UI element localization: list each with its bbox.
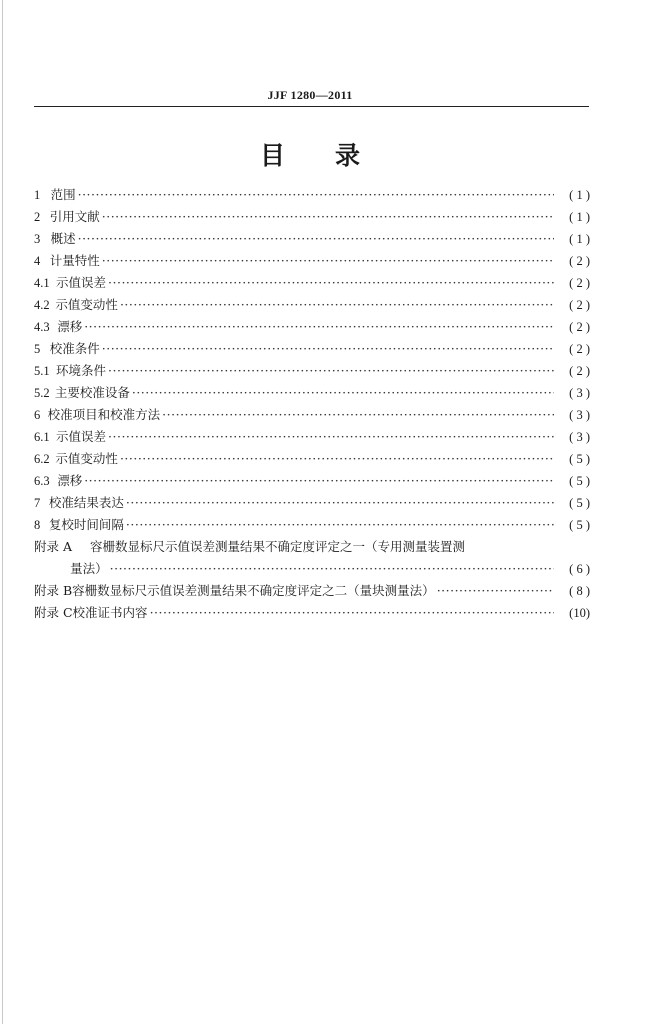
- toc-page: ( 2 ): [569, 320, 590, 334]
- toc-page: ( 2 ): [569, 254, 590, 268]
- toc-page: ( 1 ): [569, 188, 590, 202]
- toc-entry[interactable]: [34, 404, 590, 426]
- leader-dots: [102, 338, 554, 360]
- toc-number: 6: [34, 408, 41, 422]
- toc-label: 漂移: [57, 473, 83, 488]
- toc-number: 4: [34, 254, 41, 268]
- toc-number: 5: [34, 342, 41, 356]
- toc-page: ( 1 ): [569, 210, 590, 224]
- toc-label: 示值变动性: [55, 451, 118, 466]
- toc-page: ( 5 ): [569, 452, 590, 466]
- toc-number: 4.1: [34, 276, 50, 290]
- table-of-contents: [34, 184, 590, 624]
- toc-entry[interactable]: [34, 338, 590, 360]
- toc-page: ( 3 ): [569, 386, 590, 400]
- appendix-c-entry[interactable]: [34, 602, 590, 624]
- leader-dots: [84, 470, 554, 492]
- toc-page: ( 1 ): [569, 232, 590, 246]
- toc-label: 引用文献: [49, 209, 100, 224]
- toc-page: ( 5 ): [569, 518, 590, 532]
- toc-entry[interactable]: [34, 316, 590, 338]
- appendix-number: 附录 A: [34, 539, 73, 554]
- toc-label: 示值变动性: [55, 297, 118, 312]
- toc-number: 7: [34, 496, 41, 510]
- leader-dots: [78, 228, 554, 250]
- toc-number: 3: [34, 232, 41, 246]
- appendix-title: 容栅数显标尺示值误差测量结果不确定度评定之二（量块测量法）: [72, 583, 435, 598]
- toc-label: 复校时间间隔: [48, 517, 124, 532]
- toc-page: ( 2 ): [569, 342, 590, 356]
- toc-label: 示值误差: [56, 275, 107, 290]
- toc-number: 5.2: [34, 386, 50, 400]
- toc-label: 校准条件: [49, 341, 100, 356]
- leader-dots: [120, 294, 554, 316]
- leader-dots: [132, 382, 554, 404]
- toc-entry[interactable]: [34, 272, 590, 294]
- toc-label: 主要校准设备: [54, 385, 130, 400]
- leader-dots: [150, 602, 554, 624]
- leader-dots: [108, 272, 554, 294]
- toc-entry[interactable]: [34, 448, 590, 470]
- leader-dots: [102, 206, 554, 228]
- toc-entry[interactable]: [34, 360, 590, 382]
- toc-label: 校准结果表达: [48, 495, 124, 510]
- toc-entry[interactable]: [34, 470, 590, 492]
- leader-dots: [110, 558, 554, 580]
- toc-label: 示值误差: [56, 429, 107, 444]
- appendix-title-continued: 量法）: [70, 561, 108, 576]
- toc-title: 目录: [259, 141, 410, 170]
- toc-number: 8: [34, 518, 41, 532]
- toc-page: ( 3 ): [569, 430, 590, 444]
- leader-dots: [84, 316, 554, 338]
- toc-number: 4.2: [34, 298, 50, 312]
- toc-label: 概述: [50, 231, 76, 246]
- leader-dots: [102, 250, 554, 272]
- toc-entry[interactable]: [34, 514, 590, 536]
- toc-page: ( 5 ): [569, 474, 590, 488]
- toc-number: 4.3: [34, 320, 50, 334]
- toc-number: 2: [34, 210, 41, 224]
- leader-dots: [126, 492, 554, 514]
- appendix-b-entry[interactable]: [34, 580, 590, 602]
- leader-dots: [162, 404, 554, 426]
- toc-page: (10): [569, 606, 590, 620]
- toc-page: ( 3 ): [569, 408, 590, 422]
- appendix-title: 校准证书内容: [72, 605, 148, 620]
- leader-dots: [120, 448, 554, 470]
- toc-entry[interactable]: [34, 184, 590, 206]
- toc-label: 计量特性: [49, 253, 100, 268]
- toc-page: ( 2 ): [569, 298, 590, 312]
- toc-page: ( 8 ): [569, 584, 590, 598]
- toc-label: 校准项目和校准方法: [47, 407, 161, 422]
- header-rule: [34, 106, 589, 107]
- toc-entry[interactable]: [34, 492, 590, 514]
- toc-entry[interactable]: [34, 206, 590, 228]
- toc-page: ( 2 ): [569, 364, 590, 378]
- leader-dots: [108, 360, 554, 382]
- standard-code: JJF 1280—2011: [267, 88, 353, 102]
- toc-entry[interactable]: [34, 294, 590, 316]
- toc-label: 环境条件: [56, 363, 107, 378]
- toc-label: 漂移: [57, 319, 83, 334]
- toc-number: 1: [34, 188, 41, 202]
- toc-entry[interactable]: [34, 250, 590, 272]
- leader-dots: [78, 184, 554, 206]
- appendix-a-entry[interactable]: [34, 536, 590, 580]
- leader-dots: [108, 426, 554, 448]
- toc-label: 范围: [50, 187, 76, 202]
- toc-page: ( 5 ): [569, 496, 590, 510]
- toc-entry[interactable]: [34, 382, 590, 404]
- appendix-number: 附录 C: [34, 605, 73, 620]
- toc-number: 6.1: [34, 430, 50, 444]
- toc-entry[interactable]: [34, 426, 590, 448]
- leader-dots: [126, 514, 554, 536]
- toc-entry[interactable]: [34, 228, 590, 250]
- toc-number: 6.3: [34, 474, 50, 488]
- toc-page: ( 6 ): [569, 562, 590, 576]
- appendix-number: 附录 B: [34, 583, 73, 598]
- toc-number: 6.2: [34, 452, 50, 466]
- toc-page: ( 2 ): [569, 276, 590, 290]
- toc-number: 5.1: [34, 364, 50, 378]
- leader-dots: [437, 580, 554, 602]
- appendix-title: 容栅数显标尺示值误差测量结果不确定度评定之一（专用测量装置测: [90, 539, 466, 554]
